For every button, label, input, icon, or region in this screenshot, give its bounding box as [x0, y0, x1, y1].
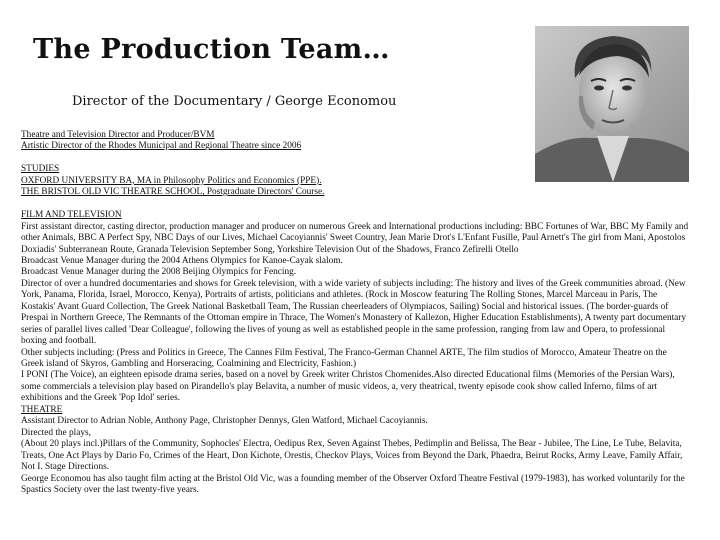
theatre-heading: THEATRE — [21, 404, 63, 415]
theatre-plays: (About 20 plays incl.)Pillars of the Community, Sophocles' Electra, Oedipus Rex, Seven Against Thebes, Pedimplin and Belissa, The Bear - Jubilee, The Line, Le Tube, Belavita, Treats, One Act Plays by Dario Fo, Crimes of the Heart, Don Kichote, Orestis, Checkov Plays, Voices from Beyond the Dark, Phaedra, Beirut Rocks, Army Leave, Family Affair, Not I. Stage Directions. — [21, 439, 683, 473]
studies-heading: STUDIES — [21, 164, 60, 175]
film-credits: First assistant director, casting director, production manager and producer on numerous Greek and International productions including: BBC Fortunes of War, BBC My Family and other Animals, BBC A Perfect Spy, NBC Days of our Lives, Michael Cacoyiannis' Sweet Country, Jean Marie Drot's L'Enfant Fusille, Paul Arnett's The girl from Mani, Apostolos Doxiadis' Subterranean Route, Granada Television September Song, Yorkshire Television Out of the Shadows, Franco Zefirelli Otello — [21, 221, 689, 255]
role-line: Theatre and Television Director and Producer/BVM — [21, 130, 215, 140]
film-heading: FILM AND TELEVISION — [21, 210, 122, 221]
film-documentaries: Director of over a hundred documentaries and shows for Greek television, with a wide variety of subjects including: The history and lives of the Greek communities abroad. (New York, Panama, Florida, Israel, Morocco, Kenya), Portraits of artists, politicians and athletes. (Rock in Moscow featuring The Rolling Stones, Marcel Marceau in Paris, The Kostakis' Avant Guard Collection, The Greek National Basketball Team, The Russian cheerleaders of Olympiacos, Sailing) Social and historical issues. (The border-guards of Prespai in Northern Greece, The Remnants of the Ottoman empire in Thrace, The Women's Monastery of Kallezon, Higher Education Establishments), A twenty part documentary series of parallel lives called 'Dear Colleague', following the lives of young as well as established people in the same profession, ranging from law and Opera, to professional boxing and football. — [21, 278, 687, 347]
biography-text — [21, 130, 689, 496]
closing-paragraph: George Economou has also taught film acting at the Bristol Old Vic, was a founding member of the Observer Oxford Theatre Festival (1979-1983), has worked voluntarily for the Spastics Society over the last twenty-five years. — [21, 473, 685, 496]
theatre-assistant: Assistant Director to Adrian Noble, Anthony Page, Christopher Dennys, Glen Watford, Michael Cacoyiannis. — [21, 416, 428, 427]
page-title: The Production Team… — [33, 34, 390, 65]
role-line: Artistic Director of the Rhodes Municipal and Regional Theatre since 2006 — [21, 141, 302, 152]
film-olympics-line: Broadcast Venue Manager during the 2008 Beijing Olympics for Fencing. — [21, 267, 297, 278]
film-olympics-line: Broadcast Venue Manager during the 2004 Athens Olympics for Kanoe-Cayak slalom. — [21, 255, 343, 266]
page-subtitle: Director of the Documentary / George Economou — [72, 94, 397, 109]
film-drama-series: I PONI (The Voice), an eighteen episode drama series, based on a novel by Greek writer Christos Chomenides.Also directed Educational films (Memories of the Persian Wars), some commercials a television play based on Pirandello's play Belavita, a number of music videos, a, very theatrical, twenty episode cook show called Inferno, films of art exhibitions and the Greek 'Pop Idol' series. — [21, 370, 675, 404]
theatre-directed: Directed the plays, — [21, 427, 91, 438]
studies-item: OXFORD UNIVERSITY BA, MA in Philosophy Politics and Economics (PPE). — [21, 175, 322, 186]
film-other-subjects: Other subjects including: (Press and Politics in Greece, The Cannes Film Festival, The Franco-German Channel ARTE, The film studios of Morocco, Amateur Theatre on the Greek island of Skyros, Gambling and Horseracing, Coalmining and Electricity, Fashion.) — [21, 347, 667, 370]
studies-item: THE BRISTOL OLD VIC THEATRE SCHOOL, Postgraduate Directors' Course. — [21, 187, 325, 198]
